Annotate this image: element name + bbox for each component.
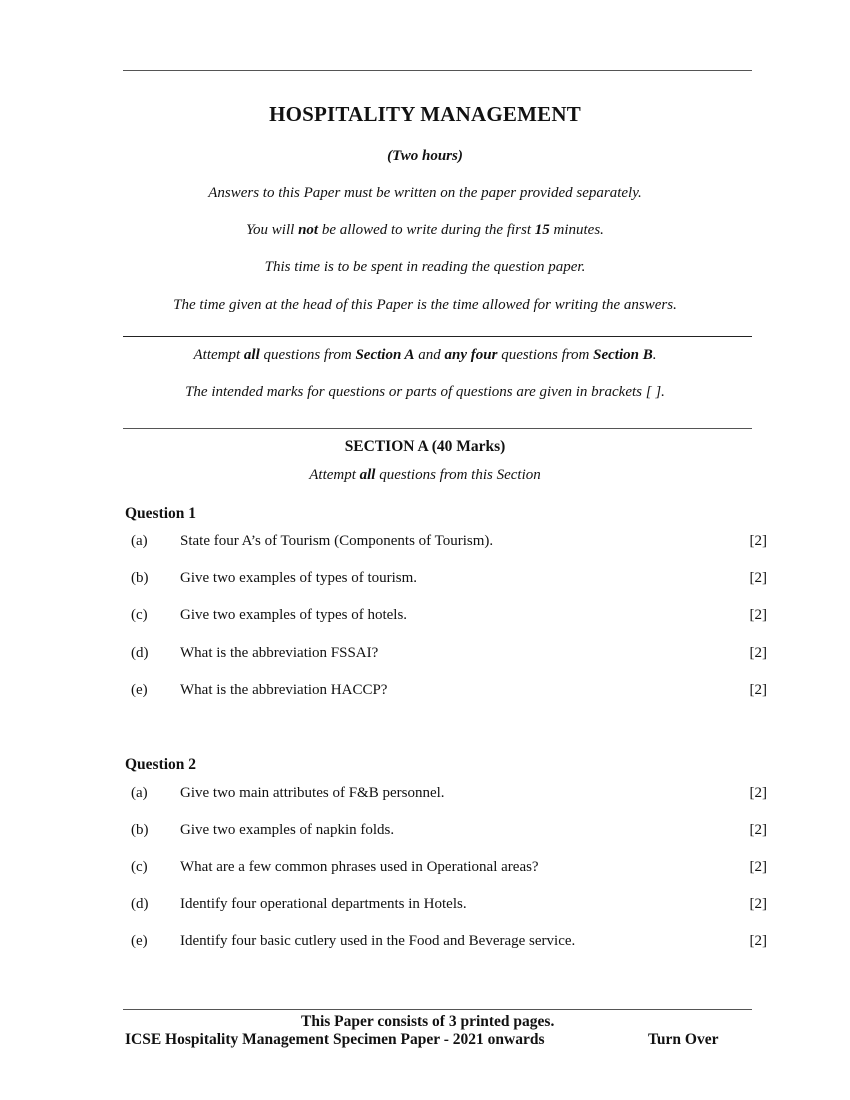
part-label: (d)	[131, 896, 149, 912]
attempt-part-3: questions from	[259, 347, 356, 363]
question-1b	[131, 570, 771, 590]
question-1d	[131, 645, 771, 665]
section-a-heading: SECTION A (40 Marks)	[344, 438, 506, 455]
instruction-reading-purpose: This time is to be spent in reading the question paper.	[264, 259, 586, 275]
part-text: What is the abbreviation HACCP?	[180, 682, 388, 698]
question-2a	[131, 785, 771, 805]
part-text: Give two examples of types of hotels.	[180, 607, 408, 623]
question-2b	[131, 822, 771, 842]
question-2c	[131, 859, 771, 879]
part-text: Identify four basic cutlery used in the Food and Beverage service.	[180, 933, 576, 949]
part-text: What are a few common phrases used in Operational areas?	[180, 859, 539, 875]
part-label: (c)	[131, 859, 148, 875]
question-1c	[131, 607, 771, 627]
instr2-part-e: minutes.	[549, 222, 604, 238]
part-text: What is the abbreviation FSSAI?	[180, 645, 379, 661]
part-label: (e)	[131, 933, 148, 949]
question-1e	[131, 682, 771, 702]
part-label: (d)	[131, 645, 149, 661]
part-label: (c)	[131, 607, 148, 623]
attempt-instruction	[0, 347, 850, 364]
attempt-part-7: questions from	[497, 347, 594, 363]
turn-over: Turn Over	[648, 1031, 719, 1048]
part-label: (a)	[131, 533, 148, 549]
section-a-sub-b: all	[359, 467, 376, 483]
part-marks: [2]	[749, 570, 767, 586]
attempt-part-5: and	[414, 347, 445, 363]
part-text: Give two examples of types of tourism.	[180, 570, 418, 586]
attempt-part-6: any four	[444, 347, 498, 363]
part-label: (b)	[131, 822, 149, 838]
instruction-answers: Answers to this Paper must be written on the paper provided separately.	[208, 185, 642, 201]
attempt-part-8: Section B	[593, 347, 653, 363]
part-marks: [2]	[749, 682, 767, 698]
paper-title: HOSPITALITY MANAGEMENT	[269, 102, 581, 126]
pages-note: This Paper consists of 3 printed pages.	[301, 1013, 555, 1030]
section-a-instruction	[0, 467, 850, 484]
question-2-heading: Question 2	[125, 756, 197, 773]
instr2-part-a: You will	[246, 222, 299, 238]
section-rule	[123, 428, 752, 429]
paper-name: ICSE Hospitality Management Specimen Paper - 2021 onwards	[125, 1031, 545, 1048]
part-text: Give two examples of napkin folds.	[180, 822, 395, 838]
part-marks: [2]	[749, 645, 767, 661]
marks-note: The intended marks for questions or parts of questions are given in brackets [ ].	[185, 384, 665, 400]
section-a-sub-c: questions from this Section	[375, 467, 541, 483]
part-marks: [2]	[749, 859, 767, 875]
attempt-part-9: .	[652, 347, 657, 363]
part-text: Give two main attributes of F&B personnel.	[180, 785, 445, 801]
instruction-reading-time	[0, 222, 850, 239]
part-marks: [2]	[749, 822, 767, 838]
attempt-part-2: all	[243, 347, 260, 363]
instr2-part-d: 15	[534, 222, 550, 238]
question-2e	[131, 933, 771, 953]
part-label: (e)	[131, 682, 148, 698]
part-label: (b)	[131, 570, 149, 586]
part-marks: [2]	[749, 785, 767, 801]
footer-rule	[123, 1009, 752, 1010]
part-marks: [2]	[749, 933, 767, 949]
question-1-heading: Question 1	[125, 505, 197, 522]
attempt-part-1: Attempt	[193, 347, 244, 363]
duration: (Two hours)	[387, 148, 463, 164]
part-marks: [2]	[749, 896, 767, 912]
middle-rule	[123, 336, 752, 337]
part-text: Identify four operational departments in Hotels.	[180, 896, 467, 912]
part-label: (a)	[131, 785, 148, 801]
top-rule	[123, 70, 752, 71]
part-marks: [2]	[749, 607, 767, 623]
part-marks: [2]	[749, 533, 767, 549]
instr2-part-c: be allowed to write during the first	[318, 222, 535, 238]
part-text: State four A’s of Tourism (Components of Tourism).	[180, 533, 494, 549]
attempt-part-4: Section A	[355, 347, 415, 363]
section-a-sub-a: Attempt	[309, 467, 360, 483]
instruction-time-given: The time given at the head of this Paper is the time allowed for writing the answers.	[173, 297, 677, 313]
instr2-part-b: not	[298, 222, 319, 238]
question-1a	[131, 533, 771, 553]
question-2d	[131, 896, 771, 916]
